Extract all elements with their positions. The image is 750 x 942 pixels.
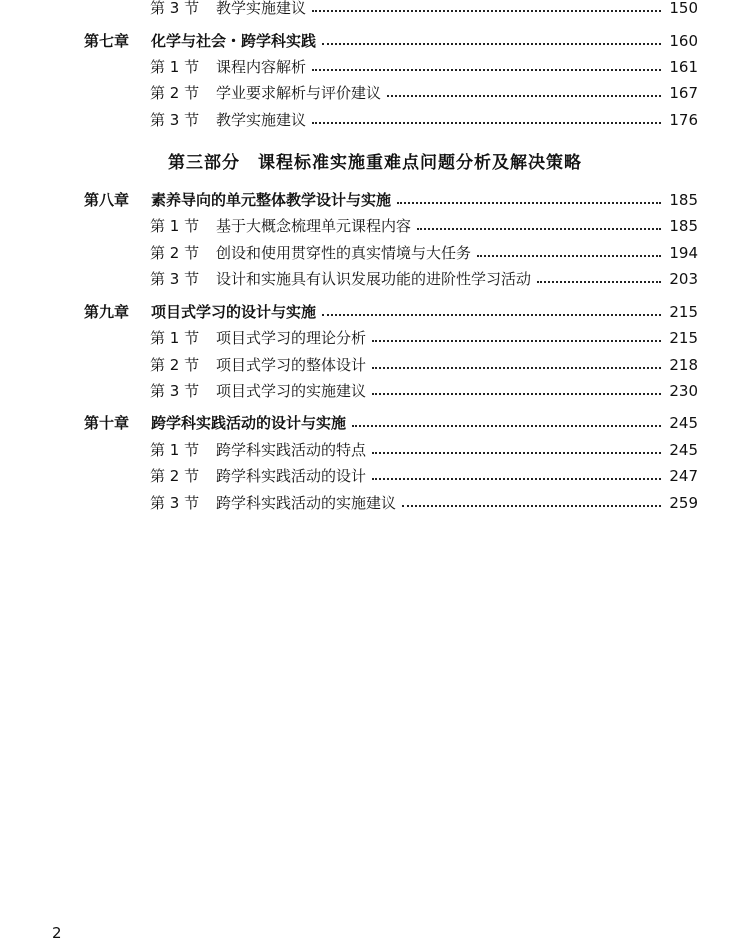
dot-leader bbox=[372, 367, 661, 369]
section-label: 第 3 节 bbox=[150, 382, 200, 400]
chapter-title: 素养导向的单元整体教学设计与实施 bbox=[151, 191, 392, 209]
section-label: 第 2 节 bbox=[150, 356, 200, 374]
part-heading: 第三部分 课程标准实施重难点问题分析及解决策略 bbox=[168, 153, 582, 173]
dot-leader bbox=[322, 314, 661, 316]
section-label: 第 1 节 bbox=[150, 329, 200, 347]
section-page-number: 194 bbox=[669, 244, 698, 262]
dot-leader bbox=[312, 69, 661, 71]
toc-section-entry[interactable] bbox=[150, 240, 698, 266]
toc-section-entry[interactable] bbox=[150, 325, 698, 351]
section-page-number: 259 bbox=[669, 494, 698, 512]
section-page-number: 150 bbox=[669, 0, 698, 17]
dot-leader bbox=[537, 281, 661, 283]
section-title: 课程内容解析 bbox=[216, 58, 307, 76]
toc-chapter-8[interactable] bbox=[84, 187, 698, 213]
section-label: 第 2 节 bbox=[150, 467, 200, 485]
chapter-page-number: 215 bbox=[669, 303, 698, 321]
section-title: 设计和实施具有认识发展功能的进阶性学习活动 bbox=[216, 270, 532, 288]
section-title: 创设和使用贯穿性的真实情境与大任务 bbox=[216, 244, 472, 262]
section-title: 项目式学习的整体设计 bbox=[216, 356, 367, 374]
section-page-number: 215 bbox=[669, 329, 698, 347]
section-label: 第 3 节 bbox=[150, 111, 200, 129]
section-page-number: 203 bbox=[669, 270, 698, 288]
section-label: 第 1 节 bbox=[150, 217, 200, 235]
toc-section-entry[interactable] bbox=[150, 352, 698, 378]
dot-leader bbox=[397, 202, 661, 204]
chapter-label: 第七章 bbox=[84, 32, 130, 50]
dot-leader bbox=[372, 340, 661, 342]
section-label: 第 1 节 bbox=[150, 58, 200, 76]
dot-leader bbox=[372, 452, 661, 454]
dot-leader bbox=[402, 505, 661, 507]
chapter-title: 跨学科实践活动的设计与实施 bbox=[151, 414, 347, 432]
chapter-page-number: 185 bbox=[669, 191, 698, 209]
dot-leader bbox=[477, 255, 661, 257]
dot-leader bbox=[322, 43, 661, 45]
section-label: 第 3 节 bbox=[150, 0, 200, 17]
chapter-label: 第十章 bbox=[84, 414, 130, 432]
section-title: 教学实施建议 bbox=[216, 111, 307, 129]
section-label: 第 3 节 bbox=[150, 270, 200, 288]
toc-section-entry[interactable] bbox=[150, 213, 698, 239]
toc-section-entry[interactable] bbox=[150, 107, 698, 133]
chapter-page-number: 160 bbox=[669, 32, 698, 50]
toc-section-entry[interactable] bbox=[150, 378, 698, 404]
toc-chapter-10[interactable] bbox=[84, 410, 698, 436]
toc-chapter-9[interactable] bbox=[84, 299, 698, 325]
section-label: 第 1 节 bbox=[150, 441, 200, 459]
toc-section-entry[interactable] bbox=[150, 80, 698, 106]
toc-section-entry[interactable] bbox=[150, 0, 698, 21]
dot-leader bbox=[312, 10, 661, 12]
section-title: 跨学科实践活动的实施建议 bbox=[216, 494, 397, 512]
dot-leader bbox=[387, 95, 661, 97]
section-title: 项目式学习的理论分析 bbox=[216, 329, 367, 347]
section-title: 教学实施建议 bbox=[216, 0, 307, 17]
toc-section-entry[interactable] bbox=[150, 463, 698, 489]
section-page-number: 185 bbox=[669, 217, 698, 235]
section-page-number: 247 bbox=[669, 467, 698, 485]
section-title: 基于大概念梳理单元课程内容 bbox=[216, 217, 412, 235]
chapter-title: 化学与社会・跨学科实践 bbox=[151, 32, 317, 50]
section-page-number: 167 bbox=[669, 84, 698, 102]
dot-leader bbox=[312, 122, 661, 124]
dot-leader bbox=[372, 393, 661, 395]
section-page-number: 218 bbox=[669, 356, 698, 374]
toc-chapter-7[interactable] bbox=[84, 28, 698, 54]
toc-section-entry[interactable] bbox=[150, 490, 698, 516]
section-page-number: 161 bbox=[669, 58, 698, 76]
page-number: 2 bbox=[52, 924, 62, 942]
section-title: 跨学科实践活动的特点 bbox=[216, 441, 367, 459]
chapter-title: 项目式学习的设计与实施 bbox=[151, 303, 317, 321]
chapter-page-number: 245 bbox=[669, 414, 698, 432]
chapter-label: 第八章 bbox=[84, 191, 130, 209]
dot-leader bbox=[352, 425, 661, 427]
section-label: 第 2 节 bbox=[150, 244, 200, 262]
section-label: 第 3 节 bbox=[150, 494, 200, 512]
section-title: 项目式学习的实施建议 bbox=[216, 382, 367, 400]
dot-leader bbox=[417, 228, 661, 230]
toc-section-entry[interactable] bbox=[150, 54, 698, 80]
section-page-number: 176 bbox=[669, 111, 698, 129]
section-page-number: 230 bbox=[669, 382, 698, 400]
section-page-number: 245 bbox=[669, 441, 698, 459]
section-title: 跨学科实践活动的设计 bbox=[216, 467, 367, 485]
chapter-label: 第九章 bbox=[84, 303, 130, 321]
toc-section-entry[interactable] bbox=[150, 437, 698, 463]
section-label: 第 2 节 bbox=[150, 84, 200, 102]
section-title: 学业要求解析与评价建议 bbox=[216, 84, 382, 102]
toc-section-entry[interactable] bbox=[150, 266, 698, 292]
dot-leader bbox=[372, 478, 661, 480]
